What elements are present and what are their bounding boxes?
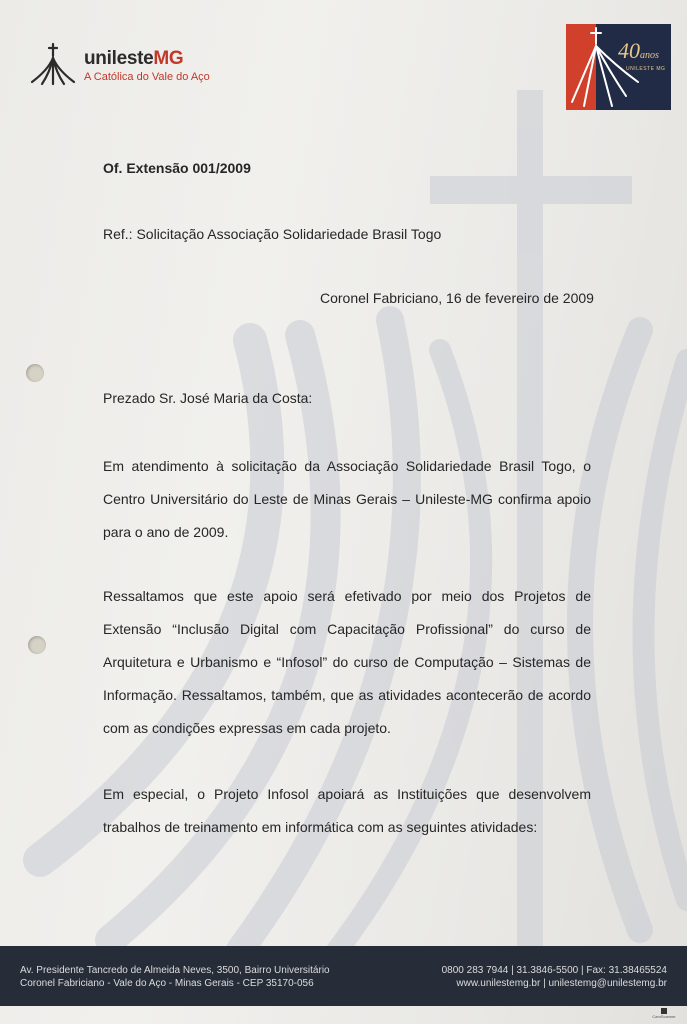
- punch-hole: [28, 636, 46, 654]
- footer-address: Av. Presidente Tancredo de Almeida Neves, 3500, Bairro Universitário Coronel Fabriciano - Vale do Aço - Minas Gerais - CEP 35170-056: [20, 965, 330, 989]
- unileste-emblem-icon: [28, 42, 78, 86]
- forty-years-logo: [566, 24, 671, 110]
- office-reference-code: Of. Extensão 001/2009: [103, 160, 251, 176]
- letterhead-footer: [0, 946, 687, 1006]
- unileste-logo: [28, 40, 218, 90]
- paragraph-3: Em especial, o Projeto Infosol apoiará as Instituições que desenvolvem trabalhos de treinamento em informática com as seguintes atividades:: [103, 786, 591, 835]
- brand-name: unilesteMG: [84, 48, 184, 69]
- scanner-badge: CamScanner: [649, 1008, 679, 1022]
- paragraph-1: Em atendimento à solicitação da Associação Solidariedade Brasil Togo, o Centro Universitário do Leste de Minas Gerais – Unileste-MG confirma apoio para o ano de 2009.: [103, 458, 591, 540]
- subject-line: Ref.: Solicitação Associação Solidariedade Brasil Togo: [103, 226, 442, 242]
- brand-tagline: A Católica do Vale do Aço: [84, 71, 210, 83]
- footer-contact: 0800 283 7944 | 31.3846-5500 | Fax: 31.38465524 www.unilestemg.br | unilestemg@unilestemg.br: [441, 965, 667, 989]
- punch-hole: [26, 364, 44, 382]
- paragraph-2: Ressaltamos que este apoio será efetivado por meio dos Projetos de Extensão “Inclusão Digital com Capacitação Profissional” do curso de Arquitetura e Urbanismo e “Infosol” do curso de Computação – Sistemas de Informação. Ressaltamos, também, que as atividades acontecerão de acordo com as condições expressas em cada projeto.: [103, 588, 591, 736]
- greeting: Prezado Sr. José Maria da Costa:: [103, 390, 313, 406]
- date-line: Coronel Fabriciano, 16 de fevereiro de 2009: [320, 290, 594, 306]
- anniversary-number: 40anos: [618, 38, 659, 63]
- anniversary-subtitle: UNILESTE MG: [626, 66, 666, 72]
